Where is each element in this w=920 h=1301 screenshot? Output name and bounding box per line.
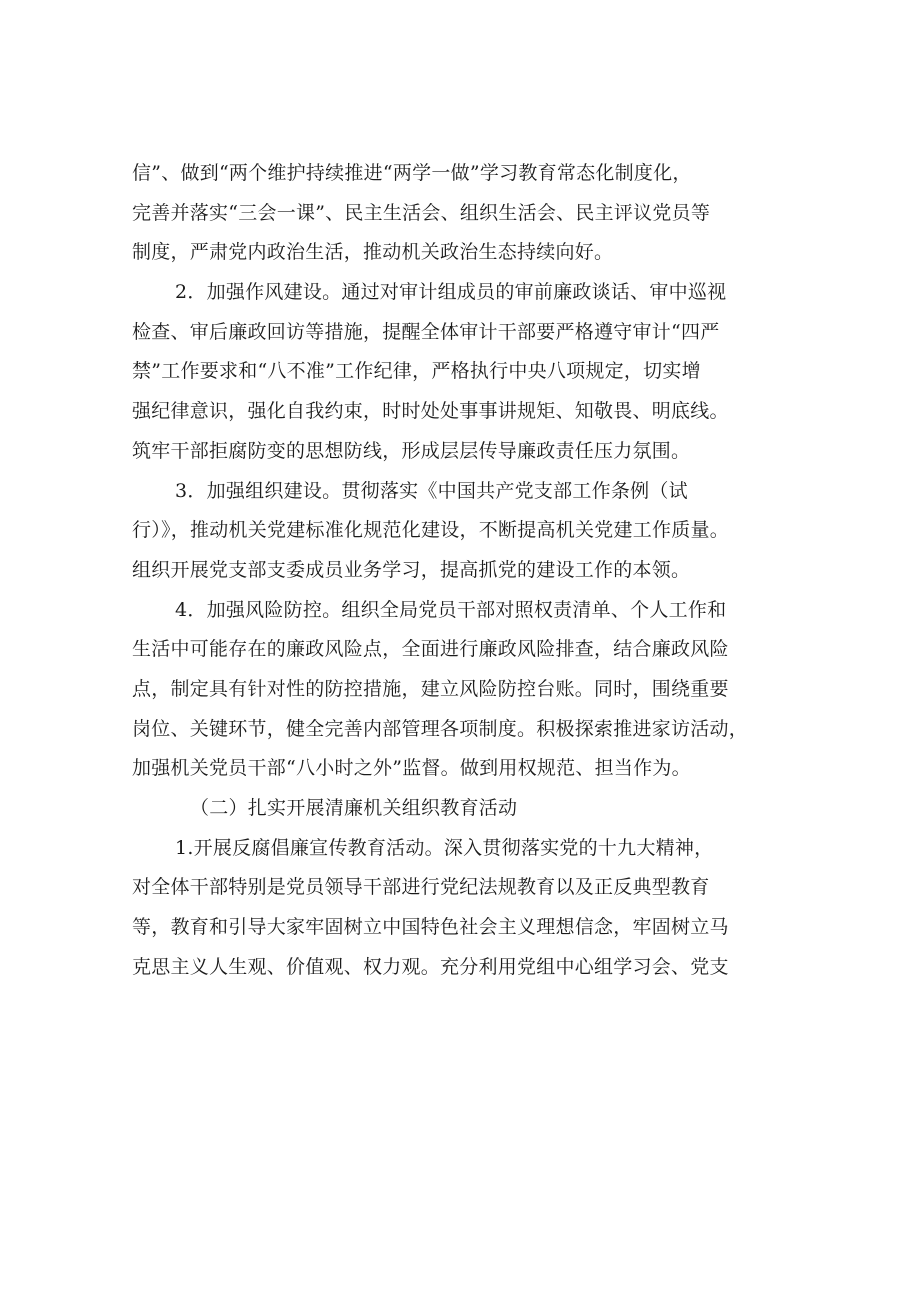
- body-line: 加强机关党员干部“八小时之外”监督。做到用权规范、担当作为。: [132, 757, 691, 780]
- body-line: 检查、审后廉政回访等措施，提醒全体审计干部要严格遵守审计“四严: [132, 320, 720, 343]
- document-body: [132, 154, 804, 987]
- body-line: 信”、做到“两个维护持续推进“两学一做”学习教育常态化制度化，: [132, 162, 692, 184]
- paragraph-start-line: 2．加强作风建设。通过对审计组成员的审前廉政谈话、审中巡视: [175, 281, 727, 304]
- paragraph-start-line: 1.开展反腐倡廉宣传教育活动。深入贯彻落实党的十九大精神，: [175, 836, 714, 859]
- body-line: 点，制定具有针对性的防控措施，建立风险防控台账。同时，围绕重要: [132, 677, 729, 700]
- body-line: 完善并落实“三会一课”、民主生活会、组织生活会、民主评议党员等: [132, 201, 711, 224]
- body-line: 等，教育和引导大家牢固树立中国特色社会主义理想信念，牢固树立马: [132, 916, 729, 939]
- section-heading: （二）扎实开展清廉机关组织教育活动: [190, 797, 518, 819]
- body-line: 对全体干部特别是党员领导干部进行党纪法规教育以及正反典型教育: [132, 876, 710, 899]
- paragraph-start-line: 4．加强风险防控。组织全局党员干部对照权责清单、个人工作和: [175, 598, 727, 621]
- body-line: 禁”工作要求和“八不准”工作纪律，严格执行中央八项规定，切实增: [132, 360, 701, 383]
- body-line: 强纪律意识，强化自我约束，时时处处事事讲规矩、知敬畏、明底线。: [132, 400, 729, 423]
- body-line: 生活中可能存在的廉政风险点，全面进行廉政风险排查，结合廉政风险: [132, 638, 729, 661]
- body-line: 克思主义人生观、价值观、权力观。充分利用党组中心组学习会、党支: [132, 955, 729, 978]
- body-line: 岗位、关键环节，健全完善内部管理各项制度。积极探索推进家访活动，: [132, 717, 749, 740]
- paragraph-start-line: 3．加强组织建设。贯彻落实《中国共产党支部工作条例（试: [175, 479, 688, 502]
- body-line: 筑牢干部拒腐防变的思想防线，形成层层传导廉政责任压力氛围。: [132, 439, 691, 462]
- body-line: 行）》，推动机关党建标准化规范化建设，不断提高机关党建工作质量。: [132, 519, 730, 542]
- body-line: 制度，严肃党内政治生活，推动机关政治生态持续向好。: [132, 241, 614, 264]
- body-line: 组织开展党支部支委成员业务学习，提高抓党的建设工作的本领。: [132, 558, 691, 581]
